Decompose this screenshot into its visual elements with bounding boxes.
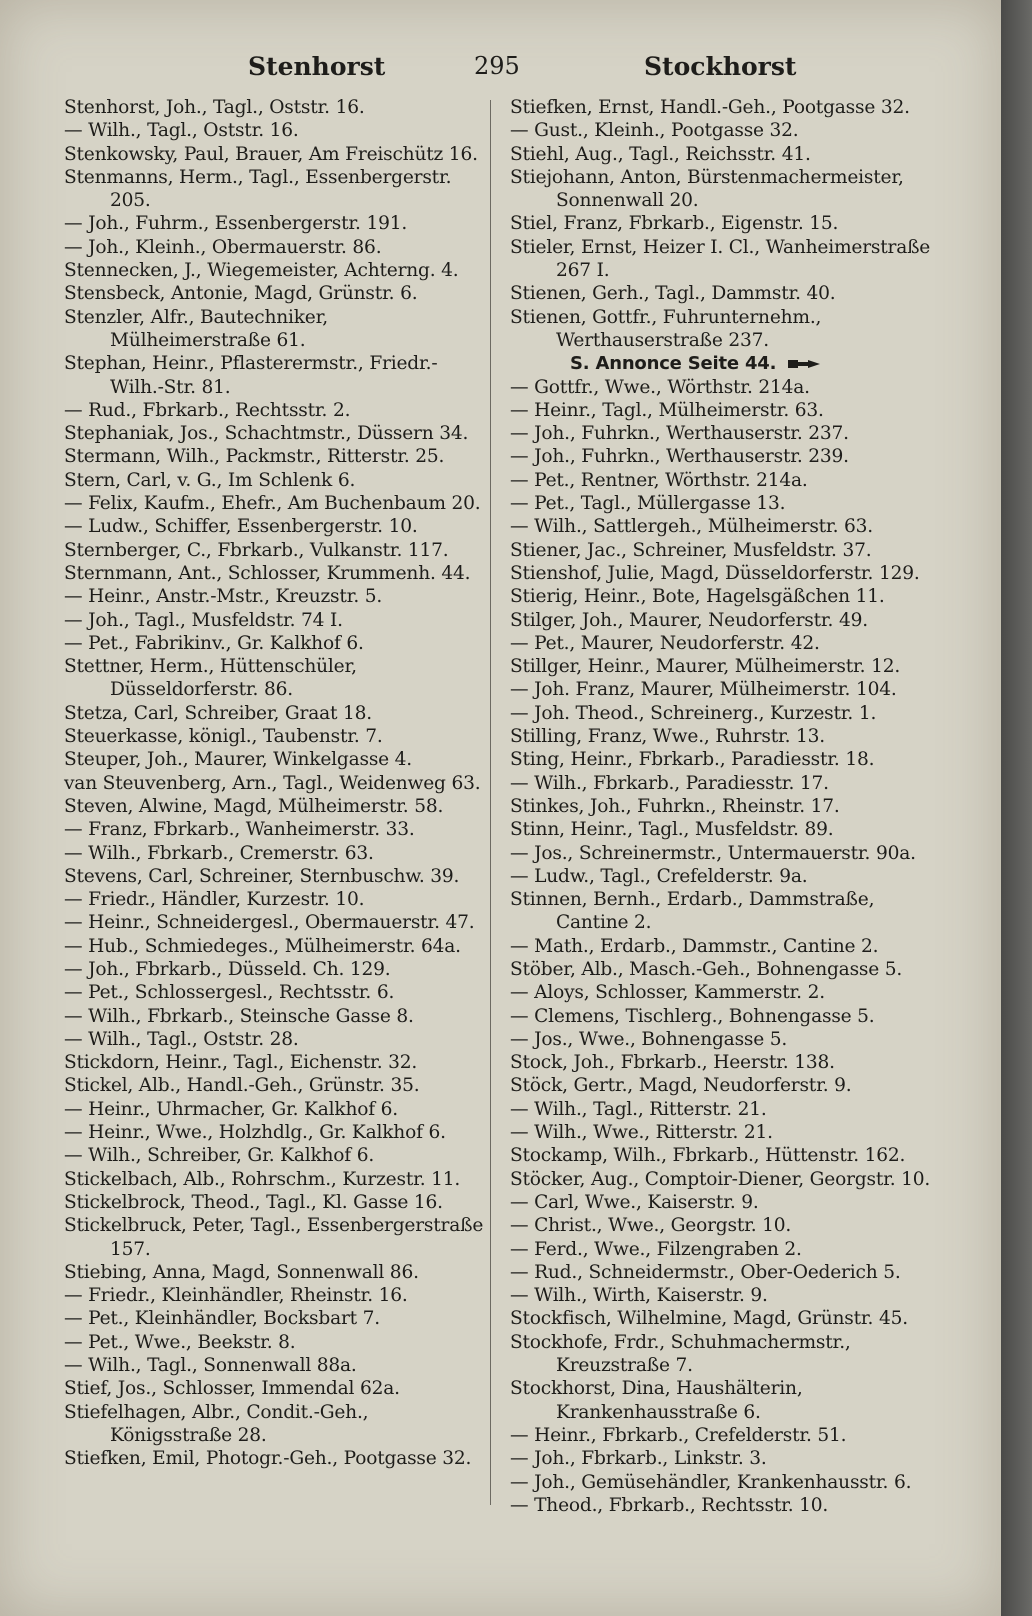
directory-entry: Stiejohann, Anton, Bürstenmachermeister, Sonnenwall 20. [510, 166, 904, 212]
directory-entry: Stetza, Carl, Schreiber, Graat 18. [64, 702, 372, 724]
directory-entry: Stillger, Heinr., Maurer, Mülheimerstr. 12. [510, 656, 901, 678]
directory-entry: — Heinr., Anstr.-Mstr., Kreuzstr. 5. [64, 586, 383, 608]
directory-entry: Stern, Carl, v. G., Im Schlenk 6. [64, 469, 356, 491]
directory-entry: Stilling, Franz, Wwe., Ruhrstr. 13. [510, 726, 826, 748]
directory-entry: — Wilh., Fbrkarb., Paradiesstr. 17. [510, 772, 829, 794]
directory-entry: — Heinr., Tagl., Mülheimerstr. 63. [510, 399, 824, 421]
directory-entry: — Pet., Rentner, Wörthstr. 214a. [510, 469, 808, 491]
directory-entry: Stief, Jos., Schlosser, Immendal 62a. [64, 1378, 400, 1400]
directory-entry: — Aloys, Schlosser, Kammerstr. 2. [510, 982, 825, 1004]
directory-entry: — Wilh., Tagl., Oststr. 28. [64, 1028, 299, 1050]
directory-entry: Stienen, Gerh., Tagl., Dammstr. 40. [510, 283, 836, 305]
directory-entry: Stephan, Heinr., Pflasterermstr., Friedr.-Wilh.-Str. 81. [64, 353, 438, 398]
directory-entry: — Hub., Schmiedeges., Mülheimerstr. 64a. [64, 935, 461, 957]
directory-entry: Stienen, Gottfr., Fuhrunternehm., Werthauserstraße 237. [510, 306, 822, 351]
header-first-entry: Stenhorst [248, 52, 386, 81]
directory-entry: Stockfisch, Wilhelmine, Magd, Grünstr. 45. [510, 1308, 908, 1330]
directory-entry: Sternberger, C., Fbrkarb., Vulkanstr. 117. [64, 539, 449, 561]
directory-entry: Stettner, Herm., Hüttenschüler, Düsseldorferstr. 86. [64, 656, 357, 701]
directory-entry: — Heinr., Schneidergesl., Obermauerstr. 47. [64, 912, 475, 934]
directory-entry: Stiehl, Aug., Tagl., Reichsstr. 41. [510, 143, 811, 165]
directory-entry: — Pet., Schlossergesl., Rechtsstr. 6. [64, 982, 395, 1004]
directory-entry: Steuerkasse, königl., Taubenstr. 7. [64, 726, 383, 748]
directory-entry: Stephaniak, Jos., Schachtmstr., Düssern 34. [64, 423, 469, 445]
directory-entry: Stensbeck, Antonie, Magd, Grünstr. 6. [64, 283, 418, 305]
page-number: 295 [474, 52, 520, 80]
directory-entry: Stöber, Alb., Masch.-Geh., Bohnengasse 5. [510, 958, 903, 980]
directory-entry: Sting, Heinr., Fbrkarb., Paradiesstr. 18. [510, 749, 875, 771]
directory-entry: Sternmann, Ant., Schlosser, Krummenh. 44. [64, 562, 471, 584]
directory-entry: Stiefken, Ernst, Handl.-Geh., Pootgasse 32. [510, 97, 910, 118]
directory-entry: Stinkes, Joh., Fuhrkn., Rheinstr. 17. [510, 795, 840, 817]
directory-entry: Stöcker, Aug., Comptoir-Diener, Georgstr. 10. [510, 1168, 931, 1190]
directory-entry: Stienshof, Julie, Magd, Düsseldorferstr. 129. [510, 562, 920, 584]
directory-entry: — Christ., Wwe., Georgstr. 10. [510, 1215, 792, 1237]
directory-entry: Stickelbach, Alb., Rohrschm., Kurzestr. 11. [64, 1168, 461, 1190]
advertisement-reference: S. Annonce Seite 44. [510, 352, 935, 375]
directory-entry: — Wilh., Sattlergeh., Mülheimerstr. 63. [510, 516, 873, 538]
directory-entry: — Wilh., Fbrkarb., Cremerstr. 63. [64, 842, 374, 864]
directory-entry: Stockhorst, Dina, Haushälterin, Krankenhausstraße 6. [510, 1378, 803, 1423]
directory-entry: Stenhorst, Joh., Tagl., Oststr. 16. [64, 97, 365, 118]
page-header [0, 52, 1001, 86]
directory-entry: Stiebing, Anna, Magd, Sonnenwall 86. [64, 1261, 419, 1283]
directory-entry: Stevens, Carl, Schreiner, Sternbuschw. 39. [64, 865, 460, 887]
directory-entry: van Steuvenberg, Arn., Tagl., Weidenweg 63. [64, 772, 481, 794]
directory-entry: — Pet., Wwe., Beekstr. 8. [64, 1331, 296, 1353]
directory-entry: — Wilh., Schreiber, Gr. Kalkhof 6. [64, 1145, 375, 1167]
header-last-entry: Stockhorst [644, 52, 797, 81]
directory-entry: Stierig, Heinr., Bote, Hagelsgäßchen 11. [510, 586, 885, 608]
directory-entry: — Friedr., Kleinhändler, Rheinstr. 16. [64, 1285, 408, 1307]
directory-entry: — Carl, Wwe., Kaiserstr. 9. [510, 1191, 759, 1213]
directory-entry: Stickelbruck, Peter, Tagl., Essenbergerstraße 157. [64, 1215, 484, 1260]
directory-entry: Stock, Joh., Fbrkarb., Heerstr. 138. [510, 1052, 835, 1074]
directory-entry: — Gottfr., Wwe., Wörthstr. 214a. [510, 376, 810, 398]
directory-entry: Stinnen, Bernh., Erdarb., Dammstraße, Cantine 2. [510, 889, 875, 934]
left-column [64, 96, 484, 1471]
directory-entry: — Heinr., Uhrmacher, Gr. Kalkhof 6. [64, 1098, 398, 1120]
directory-entry: Stockhofe, Frdr., Schuhmachermstr., Kreuzstraße 7. [510, 1331, 851, 1377]
directory-entry: — Pet., Kleinhändler, Bocksbart 7. [64, 1308, 380, 1330]
directory-entry: — Rud., Schneidermstr., Ober-Oederich 5. [510, 1261, 901, 1283]
directory-entry: Stickel, Alb., Handl.-Geh., Grünstr. 35. [64, 1075, 420, 1097]
directory-entry: Stockamp, Wilh., Fbrkarb., Hüttenstr. 162. [510, 1145, 906, 1167]
right-column [510, 96, 935, 1517]
directory-entry: — Jos., Schreinermstr., Untermauerstr. 90a. [510, 842, 916, 864]
directory-entry: — Heinr., Wwe., Holzhdlg., Gr. Kalkhof 6. [64, 1122, 446, 1144]
directory-entry: Steven, Alwine, Magd, Mülheimerstr. 58. [64, 795, 444, 817]
column-divider [490, 100, 491, 1505]
directory-entry: — Jos., Wwe., Bohnengasse 5. [510, 1028, 788, 1050]
directory-entry: Stenmanns, Herm., Tagl., Essenbergerstr. 205. [64, 166, 452, 212]
directory-entry: Stiefken, Emil, Photogr.-Geh., Pootgasse 32. [64, 1448, 472, 1470]
directory-entry: — Clemens, Tischlerg., Bohnengasse 5. [510, 1005, 875, 1027]
directory-entry: — Joh., Fuhrkn., Werthauserstr. 239. [510, 446, 849, 468]
directory-entry: — Rud., Fbrkarb., Rechtsstr. 2. [64, 399, 351, 421]
directory-entry: — Gust., Kleinh., Pootgasse 32. [510, 120, 799, 142]
directory-entry: — Friedr., Händler, Kurzestr. 10. [64, 889, 365, 911]
directory-entry: — Ludw., Tagl., Crefelderstr. 9a. [510, 865, 808, 887]
directory-entry: — Heinr., Fbrkarb., Crefelderstr. 51. [510, 1424, 847, 1446]
directory-entry: Stiener, Jac., Schreiner, Musfeldstr. 37. [510, 539, 872, 561]
directory-entry: — Wilh., Tagl., Ritterstr. 21. [510, 1098, 767, 1120]
directory-entry: — Franz, Fbrkarb., Wanheimerstr. 33. [64, 819, 415, 841]
directory-entry: — Joh., Fuhrm., Essenbergerstr. 191. [64, 213, 408, 235]
directory-entry: — Joh., Fuhrkn., Werthauserstr. 237. [510, 423, 849, 445]
directory-entry: — Pet., Tagl., Müllergasse 13. [510, 493, 786, 515]
directory-entry: — Felix, Kaufm., Ehefr., Am Buchenbaum 20. [64, 493, 481, 515]
directory-entry: Stiel, Franz, Fbrkarb., Eigenstr. 15. [510, 213, 839, 235]
directory-entry: Stickdorn, Heinr., Tagl., Eichenstr. 32. [64, 1052, 418, 1074]
directory-entry: — Ludw., Schiffer, Essenbergerstr. 10. [64, 516, 418, 538]
directory-entry: Steuper, Joh., Maurer, Winkelgasse 4. [64, 749, 413, 771]
directory-entry: — Joh., Fbrkarb., Linkstr. 3. [510, 1448, 767, 1470]
directory-entry: Stinn, Heinr., Tagl., Musfeldstr. 89. [510, 819, 834, 841]
directory-entry: — Joh., Tagl., Musfeldstr. 74 I. [64, 609, 343, 631]
directory-entry: — Ferd., Wwe., Filzengraben 2. [510, 1238, 802, 1260]
directory-entry: — Math., Erdarb., Dammstr., Cantine 2. [510, 935, 879, 957]
directory-entry: — Joh., Kleinh., Obermauerstr. 86. [64, 236, 382, 258]
directory-entry: — Wilh., Tagl., Sonnenwall 88a. [64, 1355, 357, 1377]
directory-entry: Stickelbrock, Theod., Tagl., Kl. Gasse 16. [64, 1191, 443, 1213]
directory-entry: Stiefelhagen, Albr., Condit.-Geh., Königsstraße 28. [64, 1401, 369, 1446]
directory-entry: Stenkowsky, Paul, Brauer, Am Freischütz 16. [64, 143, 478, 165]
directory-entry: — Theod., Fbrkarb., Rechtsstr. 10. [510, 1494, 829, 1516]
directory-entry: — Pet., Maurer, Neudorferstr. 42. [510, 632, 820, 654]
directory-entry: Stennecken, J., Wiegemeister, Achterng. 4. [64, 260, 459, 282]
directory-entry: Stilger, Joh., Maurer, Neudorferstr. 49. [510, 609, 868, 631]
directory-entry: — Pet., Fabrikinv., Gr. Kalkhof 6. [64, 632, 364, 654]
directory-entry: Stenzler, Alfr., Bautechniker, Mülheimerstraße 61. [64, 306, 328, 351]
pointing-hand-icon [782, 358, 822, 370]
directory-entry: Stermann, Wilh., Packmstr., Ritterstr. 25. [64, 446, 445, 468]
directory-entry: — Wilh., Tagl., Oststr. 16. [64, 120, 299, 142]
directory-entry: — Joh., Gemüsehändler, Krankenhausstr. 6. [510, 1471, 912, 1493]
directory-entry: Stieler, Ernst, Heizer I. Cl., Wanheimerstraße 267 I. [510, 236, 931, 282]
directory-entry: — Wilh., Wirth, Kaiserstr. 9. [510, 1285, 768, 1307]
directory-entry: — Joh. Theod., Schreinerg., Kurzestr. 1. [510, 702, 877, 724]
scan-edge [1001, 0, 1032, 1616]
directory-entry: — Wilh., Fbrkarb., Steinsche Gasse 8. [64, 1005, 414, 1027]
directory-entry: — Joh. Franz, Maurer, Mülheimerstr. 104. [510, 679, 897, 701]
directory-entry: — Joh., Fbrkarb., Düsseld. Ch. 129. [64, 958, 391, 980]
directory-entry: — Wilh., Wwe., Ritterstr. 21. [510, 1122, 773, 1144]
directory-entry: Stöck, Gertr., Magd, Neudorferstr. 9. [510, 1075, 852, 1097]
